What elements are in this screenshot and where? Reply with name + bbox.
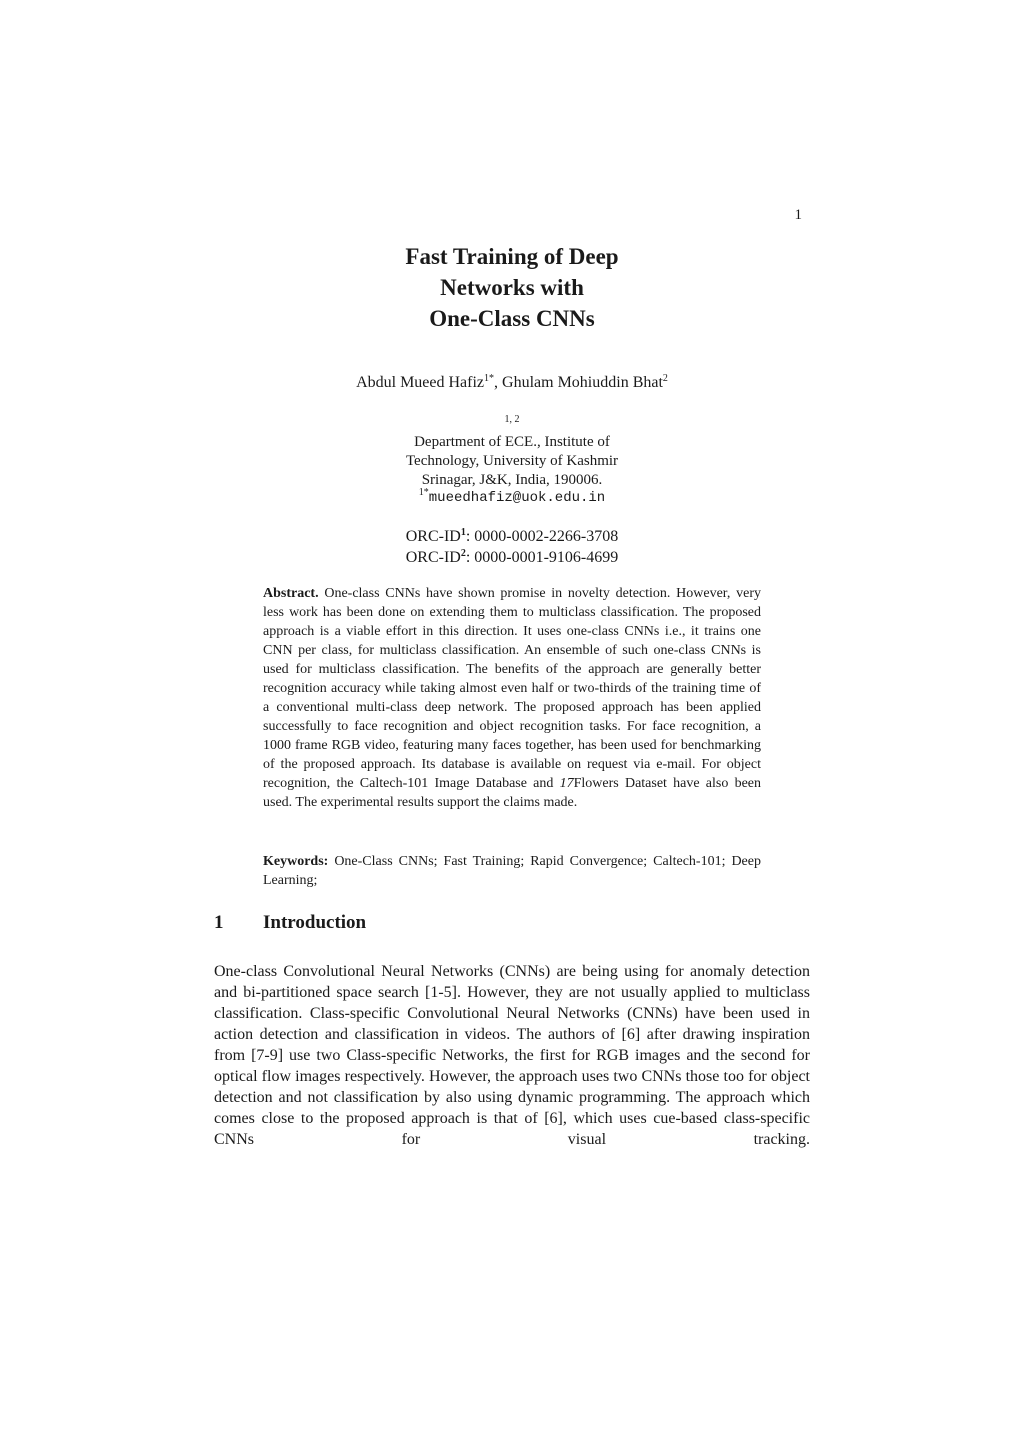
title-line: Networks with	[440, 275, 584, 300]
orcid-superscript: 1	[460, 527, 466, 538]
keywords	[263, 852, 761, 890]
author-separator: ,	[494, 374, 503, 391]
paper-title	[0, 241, 1024, 334]
affiliation	[0, 414, 1024, 490]
orcid-block	[0, 526, 1024, 568]
section-number: 1	[214, 912, 224, 933]
keywords-text: One-Class CNNs; Fast Training; Rapid Convergence; Caltech-101; Deep Learning;	[263, 854, 761, 888]
affiliation-superscript: 1, 2	[504, 414, 520, 425]
section-title: Introduction	[263, 912, 367, 933]
contact-email	[0, 487, 1024, 508]
orcid-value: : 0000-0001-9106-4699	[465, 549, 619, 566]
page-number: 1	[794, 207, 802, 223]
orcid-line	[0, 547, 1024, 568]
abstract-italic-number: 17	[559, 776, 574, 791]
affiliation-line: Technology, University of Kashmir	[405, 453, 619, 469]
author-name: Ghulam Mohiuddin Bhat	[502, 374, 663, 391]
orcid-label: ORC-ID	[405, 528, 461, 545]
email-address[interactable]: mueedhafiz@uok.edu.in	[428, 490, 606, 506]
abstract-text: Flowers Dataset have also been used. The experimental results support the claims made.	[263, 776, 762, 810]
affiliation-line: Srinagar, J&K, India, 190006.	[421, 472, 603, 488]
abstract-text: One-class CNNs have shown promise in novelty detection. However, very less work has been done on extending them to multiclass classification. The proposed approach is a viable effort in this direction. It uses one-class CNNs i.e., it trains one CNN per class, for multiclass classification. An ensemble of such one-class CNNs is used for multiclass classification. The benefits of the approach are generally better recognition accuracy while taking almost even half or two-thirds of the training time of a conventional multi-class deep network. The proposed approach has been applied successfully to face recognition and object recognition tasks. For face recognition, a 1000 frame RGB video, featuring many faces together, has been used for benchmarking of the proposed approach. Its database is available on request via e-mail. For object recognition, the Caltech-101 Image Database and	[263, 586, 761, 791]
section-heading-introduction	[214, 910, 366, 936]
abstract	[263, 584, 761, 812]
orcid-line	[0, 526, 1024, 547]
orcid-value: : 0000-0002-2266-3708	[465, 528, 619, 545]
affiliation-text: Department of ECE., Institute of	[414, 434, 610, 450]
title-line: One-Class CNNs	[429, 306, 595, 331]
author-superscript: 2	[662, 373, 668, 384]
author-list	[0, 372, 1024, 394]
orcid-superscript: 2	[460, 548, 466, 559]
introduction-paragraph: One-class Convolutional Neural Networks (CNNs) are being using for anomaly detection and bi-partitioned space search [1-5]. However, they are not usually applied to multiclass classification. Class-specific Convolutional Neural Networks (CNNs) have been used in action detection and classification in videos. The authors of [6] after drawing inspiration from [7-9] use two Class-specific Networks, the first for RGB images and the second for optical flow images respectively. However, the approach uses two CNNs those too for object detection and not classification by also using dynamic programming. The approach which comes close to the proposed approach is that of [6], which uses cue-based class-specific CNNs for visual tracking.	[214, 963, 810, 1148]
author-name: Abdul Mueed Hafiz	[356, 374, 485, 391]
keywords-label: Keywords:	[263, 854, 329, 869]
title-line: Fast Training of Deep	[405, 244, 619, 269]
abstract-label: Abstract.	[263, 586, 319, 601]
orcid-label: ORC-ID	[405, 549, 461, 566]
affiliation-line	[0, 414, 1024, 452]
email-superscript: 1*	[418, 487, 429, 498]
author-superscript: 1*	[484, 373, 495, 384]
